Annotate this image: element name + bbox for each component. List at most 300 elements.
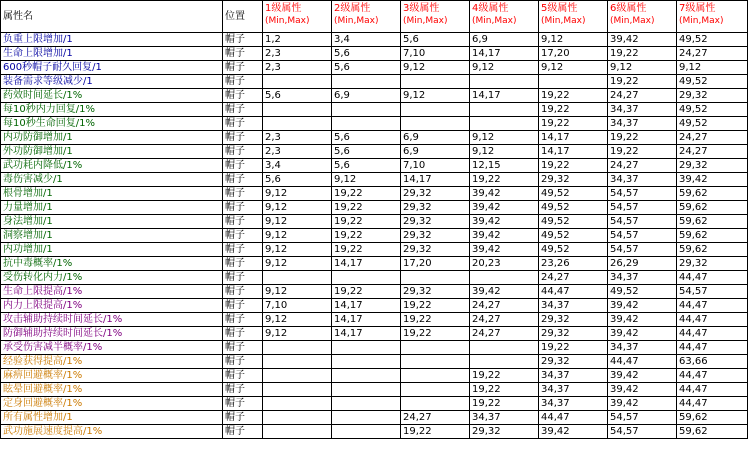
table-row: [1, 103, 748, 117]
table-row: [1, 257, 748, 271]
level-3-range: 29,32: [401, 243, 470, 257]
level-4-range: 19,22: [470, 369, 539, 383]
table-row: [1, 313, 748, 327]
table-row: [1, 89, 748, 103]
level-5-range: 49,52: [539, 187, 608, 201]
level-7-range: 24,27: [677, 47, 748, 61]
level-2-range: 6,9: [332, 89, 401, 103]
level-7-range: 9,12: [677, 61, 748, 75]
level-3-range: [401, 355, 470, 369]
attribute-name: 定身回避概率/1%: [1, 397, 223, 411]
level-7-range: 44,47: [677, 341, 748, 355]
level-1-range: [263, 383, 332, 397]
table-row: [1, 187, 748, 201]
level-5-range: 29,32: [539, 327, 608, 341]
level-6-range: 34,37: [608, 341, 677, 355]
level-3-range: [401, 271, 470, 285]
attribute-name: 内功防御增加/1: [1, 131, 223, 145]
level-7-range: 44,47: [677, 383, 748, 397]
level-2-range: [332, 411, 401, 425]
level-1-range: [263, 117, 332, 131]
header-level-3: [401, 1, 470, 33]
level-3-range: 7,10: [401, 159, 470, 173]
level-3-range: 19,22: [401, 327, 470, 341]
level-4-range: 39,42: [470, 243, 539, 257]
level-5-range: 44,47: [539, 411, 608, 425]
level-3-range: 19,22: [401, 313, 470, 327]
attribute-name: 600秒帽子耐久回复/1: [1, 61, 223, 75]
table-row: [1, 383, 748, 397]
level-1-range: 7,10: [263, 299, 332, 313]
level-1-range: 9,12: [263, 285, 332, 299]
range-label: (Min,Max): [472, 16, 517, 26]
level-3-range: [401, 383, 470, 397]
level-2-range: [332, 425, 401, 439]
level-label: 4级属性: [472, 3, 509, 14]
level-4-range: 19,22: [470, 383, 539, 397]
attribute-slot: 帽子: [223, 257, 263, 271]
attribute-name: 承受伤害减半概率/1%: [1, 341, 223, 355]
level-3-range: 6,9: [401, 145, 470, 159]
attribute-name: 武功耗内降低/1%: [1, 159, 223, 173]
attribute-slot: 帽子: [223, 285, 263, 299]
level-3-range: [401, 75, 470, 89]
level-label: 5级属性: [541, 3, 578, 14]
level-3-range: 29,32: [401, 187, 470, 201]
level-6-range: 39,42: [608, 369, 677, 383]
level-4-range: 14,17: [470, 47, 539, 61]
level-6-range: 39,42: [608, 33, 677, 47]
table-row: [1, 201, 748, 215]
level-4-range: 12,15: [470, 159, 539, 173]
level-7-range: 59,62: [677, 425, 748, 439]
attribute-name: 洞察增加/1: [1, 229, 223, 243]
attribute-name: 抗中毒概率/1%: [1, 257, 223, 271]
level-2-range: 5,6: [332, 159, 401, 173]
level-6-range: 9,12: [608, 61, 677, 75]
level-1-range: 2,3: [263, 61, 332, 75]
level-5-range: 34,37: [539, 397, 608, 411]
level-2-range: 19,22: [332, 285, 401, 299]
level-5-range: 19,22: [539, 341, 608, 355]
table-row: [1, 271, 748, 285]
level-4-range: [470, 341, 539, 355]
table-row: [1, 173, 748, 187]
header-row: [1, 1, 748, 33]
attribute-slot: 帽子: [223, 327, 263, 341]
level-1-range: 9,12: [263, 243, 332, 257]
attribute-slot: 帽子: [223, 61, 263, 75]
table-row: [1, 243, 748, 257]
attribute-name: 装备需求等级减少/1: [1, 75, 223, 89]
attribute-name: 防御辅助持续时间延长/1%: [1, 327, 223, 341]
level-2-range: 14,17: [332, 327, 401, 341]
attribute-name: 身法增加/1: [1, 215, 223, 229]
table-row: [1, 369, 748, 383]
level-5-range: 34,37: [539, 299, 608, 313]
level-label: 1级属性: [265, 3, 302, 14]
level-3-range: 9,12: [401, 61, 470, 75]
level-1-range: 9,12: [263, 327, 332, 341]
level-6-range: 44,47: [608, 355, 677, 369]
level-7-range: 44,47: [677, 369, 748, 383]
level-5-range: 23,26: [539, 257, 608, 271]
level-7-range: 59,62: [677, 411, 748, 425]
level-5-range: 19,22: [539, 117, 608, 131]
level-5-range: 49,52: [539, 243, 608, 257]
level-6-range: 19,22: [608, 75, 677, 89]
level-5-range: 29,32: [539, 173, 608, 187]
level-4-range: 39,42: [470, 229, 539, 243]
attribute-slot: 帽子: [223, 75, 263, 89]
level-2-range: [332, 117, 401, 131]
level-6-range: 34,37: [608, 173, 677, 187]
level-4-range: 39,42: [470, 187, 539, 201]
attribute-name: 每10秒生命回复/1%: [1, 117, 223, 131]
table-row: [1, 61, 748, 75]
level-6-range: 39,42: [608, 299, 677, 313]
attribute-slot: 帽子: [223, 47, 263, 61]
level-5-range: 17,20: [539, 47, 608, 61]
attribute-slot: 帽子: [223, 131, 263, 145]
table-row: [1, 131, 748, 145]
attribute-rows: [1, 33, 748, 439]
level-4-range: [470, 355, 539, 369]
level-6-range: 39,42: [608, 383, 677, 397]
level-7-range: 44,47: [677, 397, 748, 411]
level-7-range: 44,47: [677, 271, 748, 285]
level-3-range: 29,32: [401, 285, 470, 299]
table-row: [1, 299, 748, 313]
level-4-range: [470, 75, 539, 89]
level-6-range: 34,37: [608, 117, 677, 131]
level-1-range: [263, 75, 332, 89]
table-row: [1, 215, 748, 229]
level-1-range: 5,6: [263, 89, 332, 103]
level-3-range: 29,32: [401, 201, 470, 215]
level-6-range: 54,57: [608, 187, 677, 201]
attribute-name: 武功施展速度提高/1%: [1, 425, 223, 439]
level-2-range: [332, 341, 401, 355]
level-label: 2级属性: [334, 3, 371, 14]
attribute-name: 外功防御增加/1: [1, 145, 223, 159]
level-1-range: 9,12: [263, 187, 332, 201]
level-7-range: 44,47: [677, 313, 748, 327]
attribute-slot: 帽子: [223, 229, 263, 243]
attribute-name: 毒伤害减少/1: [1, 173, 223, 187]
level-1-range: 9,12: [263, 215, 332, 229]
table-row: [1, 285, 748, 299]
header-level-2: [332, 1, 401, 33]
level-7-range: 29,32: [677, 159, 748, 173]
attribute-name: 内力上限提高/1%: [1, 299, 223, 313]
attribute-slot: 帽子: [223, 103, 263, 117]
level-1-range: [263, 103, 332, 117]
level-5-range: 19,22: [539, 103, 608, 117]
level-1-range: [263, 271, 332, 285]
range-label: (Min,Max): [403, 16, 448, 26]
level-1-range: [263, 397, 332, 411]
level-6-range: 54,57: [608, 229, 677, 243]
level-1-range: 2,3: [263, 145, 332, 159]
table-row: [1, 159, 748, 173]
level-3-range: 29,32: [401, 215, 470, 229]
level-6-range: 54,57: [608, 215, 677, 229]
level-2-range: [332, 369, 401, 383]
level-3-range: 19,22: [401, 425, 470, 439]
level-3-range: 24,27: [401, 411, 470, 425]
level-2-range: 19,22: [332, 215, 401, 229]
range-label: (Min,Max): [265, 16, 310, 26]
table-row: [1, 327, 748, 341]
level-6-range: 19,22: [608, 131, 677, 145]
level-1-range: 9,12: [263, 229, 332, 243]
header-level-5: [539, 1, 608, 33]
level-4-range: 24,27: [470, 299, 539, 313]
level-7-range: 59,62: [677, 229, 748, 243]
attribute-slot: 帽子: [223, 397, 263, 411]
level-3-range: [401, 397, 470, 411]
level-4-range: 39,42: [470, 285, 539, 299]
attribute-name: 麻痹回避概率/1%: [1, 369, 223, 383]
level-2-range: 19,22: [332, 229, 401, 243]
level-5-range: 14,17: [539, 131, 608, 145]
attribute-name: 每10秒内力回复/1%: [1, 103, 223, 117]
level-7-range: 54,57: [677, 285, 748, 299]
attribute-slot: 帽子: [223, 369, 263, 383]
level-2-range: 19,22: [332, 201, 401, 215]
header-slot: 位置: [223, 1, 263, 33]
level-7-range: 49,52: [677, 33, 748, 47]
level-3-range: 14,17: [401, 173, 470, 187]
level-6-range: 24,27: [608, 89, 677, 103]
attribute-slot: 帽子: [223, 383, 263, 397]
level-5-range: 29,32: [539, 355, 608, 369]
level-3-range: 19,22: [401, 299, 470, 313]
level-1-range: 1,2: [263, 33, 332, 47]
level-4-range: 6,9: [470, 33, 539, 47]
level-4-range: 9,12: [470, 61, 539, 75]
level-4-range: 39,42: [470, 215, 539, 229]
attribute-slot: 帽子: [223, 117, 263, 131]
level-6-range: 19,22: [608, 145, 677, 159]
attribute-name: 经验获得提高/1%: [1, 355, 223, 369]
level-7-range: 49,52: [677, 103, 748, 117]
level-6-range: 54,57: [608, 425, 677, 439]
level-3-range: 7,10: [401, 47, 470, 61]
attribute-name: 负重上限增加/1: [1, 33, 223, 47]
attribute-slot: 帽子: [223, 271, 263, 285]
header-level-7: [677, 1, 748, 33]
level-4-range: [470, 271, 539, 285]
level-7-range: 44,47: [677, 327, 748, 341]
level-7-range: 24,27: [677, 145, 748, 159]
level-6-range: 19,22: [608, 47, 677, 61]
level-7-range: 29,32: [677, 257, 748, 271]
table-row: [1, 341, 748, 355]
attribute-slot: 帽子: [223, 89, 263, 103]
level-1-range: 5,6: [263, 173, 332, 187]
level-7-range: 59,62: [677, 187, 748, 201]
level-2-range: [332, 397, 401, 411]
attribute-name: 生命上限增加/1: [1, 47, 223, 61]
table-row: [1, 411, 748, 425]
level-7-range: 49,52: [677, 75, 748, 89]
header-name: 属性名: [1, 1, 223, 33]
level-6-range: 54,57: [608, 201, 677, 215]
attribute-name: 药效时间延长/1%: [1, 89, 223, 103]
level-5-range: 19,22: [539, 159, 608, 173]
level-1-range: [263, 369, 332, 383]
level-2-range: 19,22: [332, 187, 401, 201]
level-7-range: 63,66: [677, 355, 748, 369]
level-6-range: 39,42: [608, 313, 677, 327]
level-5-range: 34,37: [539, 383, 608, 397]
level-6-range: 54,57: [608, 243, 677, 257]
level-4-range: 34,37: [470, 411, 539, 425]
level-4-range: 19,22: [470, 397, 539, 411]
level-3-range: [401, 341, 470, 355]
level-1-range: [263, 425, 332, 439]
level-5-range: 44,47: [539, 285, 608, 299]
table-row: [1, 47, 748, 61]
level-3-range: 5,6: [401, 33, 470, 47]
level-1-range: 9,12: [263, 201, 332, 215]
attribute-slot: 帽子: [223, 173, 263, 187]
level-2-range: 3,4: [332, 33, 401, 47]
table-row: [1, 75, 748, 89]
attribute-name: 根骨增加/1: [1, 187, 223, 201]
level-7-range: 24,27: [677, 131, 748, 145]
level-2-range: 5,6: [332, 61, 401, 75]
level-1-range: [263, 411, 332, 425]
level-2-range: [332, 75, 401, 89]
level-3-range: 17,20: [401, 257, 470, 271]
attribute-slot: 帽子: [223, 145, 263, 159]
level-2-range: [332, 103, 401, 117]
table-row: [1, 145, 748, 159]
attribute-name: 受伤转化内力/1%: [1, 271, 223, 285]
table-row: [1, 425, 748, 439]
level-4-range: 14,17: [470, 89, 539, 103]
level-label: 6级属性: [610, 3, 647, 14]
attribute-slot: 帽子: [223, 159, 263, 173]
level-1-range: [263, 355, 332, 369]
level-7-range: 39,42: [677, 173, 748, 187]
level-3-range: 6,9: [401, 131, 470, 145]
level-4-range: 24,27: [470, 327, 539, 341]
level-6-range: 34,37: [608, 103, 677, 117]
level-2-range: 14,17: [332, 313, 401, 327]
level-1-range: [263, 341, 332, 355]
attribute-slot: 帽子: [223, 355, 263, 369]
attribute-name: 攻击辅助持续时间延长/1%: [1, 313, 223, 327]
table-row: [1, 355, 748, 369]
level-3-range: [401, 103, 470, 117]
attribute-slot: 帽子: [223, 411, 263, 425]
range-label: (Min,Max): [610, 16, 655, 26]
level-1-range: 9,12: [263, 257, 332, 271]
attribute-slot: 帽子: [223, 299, 263, 313]
level-3-range: [401, 117, 470, 131]
level-2-range: [332, 271, 401, 285]
level-1-range: 2,3: [263, 131, 332, 145]
level-5-range: 49,52: [539, 201, 608, 215]
level-2-range: 5,6: [332, 47, 401, 61]
level-5-range: [539, 75, 608, 89]
table-row: [1, 229, 748, 243]
attribute-slot: 帽子: [223, 425, 263, 439]
level-4-range: 9,12: [470, 131, 539, 145]
level-6-range: 34,37: [608, 271, 677, 285]
level-1-range: 9,12: [263, 313, 332, 327]
level-5-range: 9,12: [539, 61, 608, 75]
level-2-range: [332, 355, 401, 369]
range-label: (Min,Max): [541, 16, 586, 26]
level-3-range: [401, 369, 470, 383]
attribute-slot: 帽子: [223, 201, 263, 215]
range-label: (Min,Max): [334, 16, 379, 26]
level-6-range: 54,57: [608, 411, 677, 425]
level-6-range: 39,42: [608, 397, 677, 411]
level-4-range: 9,12: [470, 145, 539, 159]
level-5-range: 49,52: [539, 215, 608, 229]
level-5-range: 24,27: [539, 271, 608, 285]
level-4-range: 39,42: [470, 201, 539, 215]
header-level-4: [470, 1, 539, 33]
level-7-range: 59,62: [677, 201, 748, 215]
level-5-range: 39,42: [539, 425, 608, 439]
level-7-range: 59,62: [677, 215, 748, 229]
level-4-range: [470, 103, 539, 117]
attribute-slot: 帽子: [223, 33, 263, 47]
level-4-range: 20,23: [470, 257, 539, 271]
level-6-range: 24,27: [608, 159, 677, 173]
level-6-range: 26,29: [608, 257, 677, 271]
table-row: [1, 397, 748, 411]
level-5-range: 29,32: [539, 313, 608, 327]
level-1-range: 3,4: [263, 159, 332, 173]
level-7-range: 29,32: [677, 89, 748, 103]
level-label: 7级属性: [679, 3, 716, 14]
attribute-slot: 帽子: [223, 243, 263, 257]
level-5-range: 19,22: [539, 89, 608, 103]
level-4-range: 29,32: [470, 425, 539, 439]
level-5-range: 49,52: [539, 229, 608, 243]
table-row: [1, 33, 748, 47]
header-level-6: [608, 1, 677, 33]
level-4-range: 24,27: [470, 313, 539, 327]
level-2-range: 19,22: [332, 243, 401, 257]
level-5-range: 9,12: [539, 33, 608, 47]
level-3-range: 29,32: [401, 229, 470, 243]
level-2-range: 5,6: [332, 145, 401, 159]
level-2-range: 9,12: [332, 173, 401, 187]
level-6-range: 39,42: [608, 327, 677, 341]
level-label: 3级属性: [403, 3, 440, 14]
level-5-range: 14,17: [539, 145, 608, 159]
level-7-range: 49,52: [677, 117, 748, 131]
attribute-slot: 帽子: [223, 187, 263, 201]
attribute-slot: 帽子: [223, 215, 263, 229]
attribute-name: 力量增加/1: [1, 201, 223, 215]
level-5-range: 34,37: [539, 369, 608, 383]
table-row: [1, 117, 748, 131]
level-4-range: 19,22: [470, 173, 539, 187]
level-2-range: 5,6: [332, 131, 401, 145]
level-3-range: 9,12: [401, 89, 470, 103]
attribute-name: 生命上限提高/1%: [1, 285, 223, 299]
